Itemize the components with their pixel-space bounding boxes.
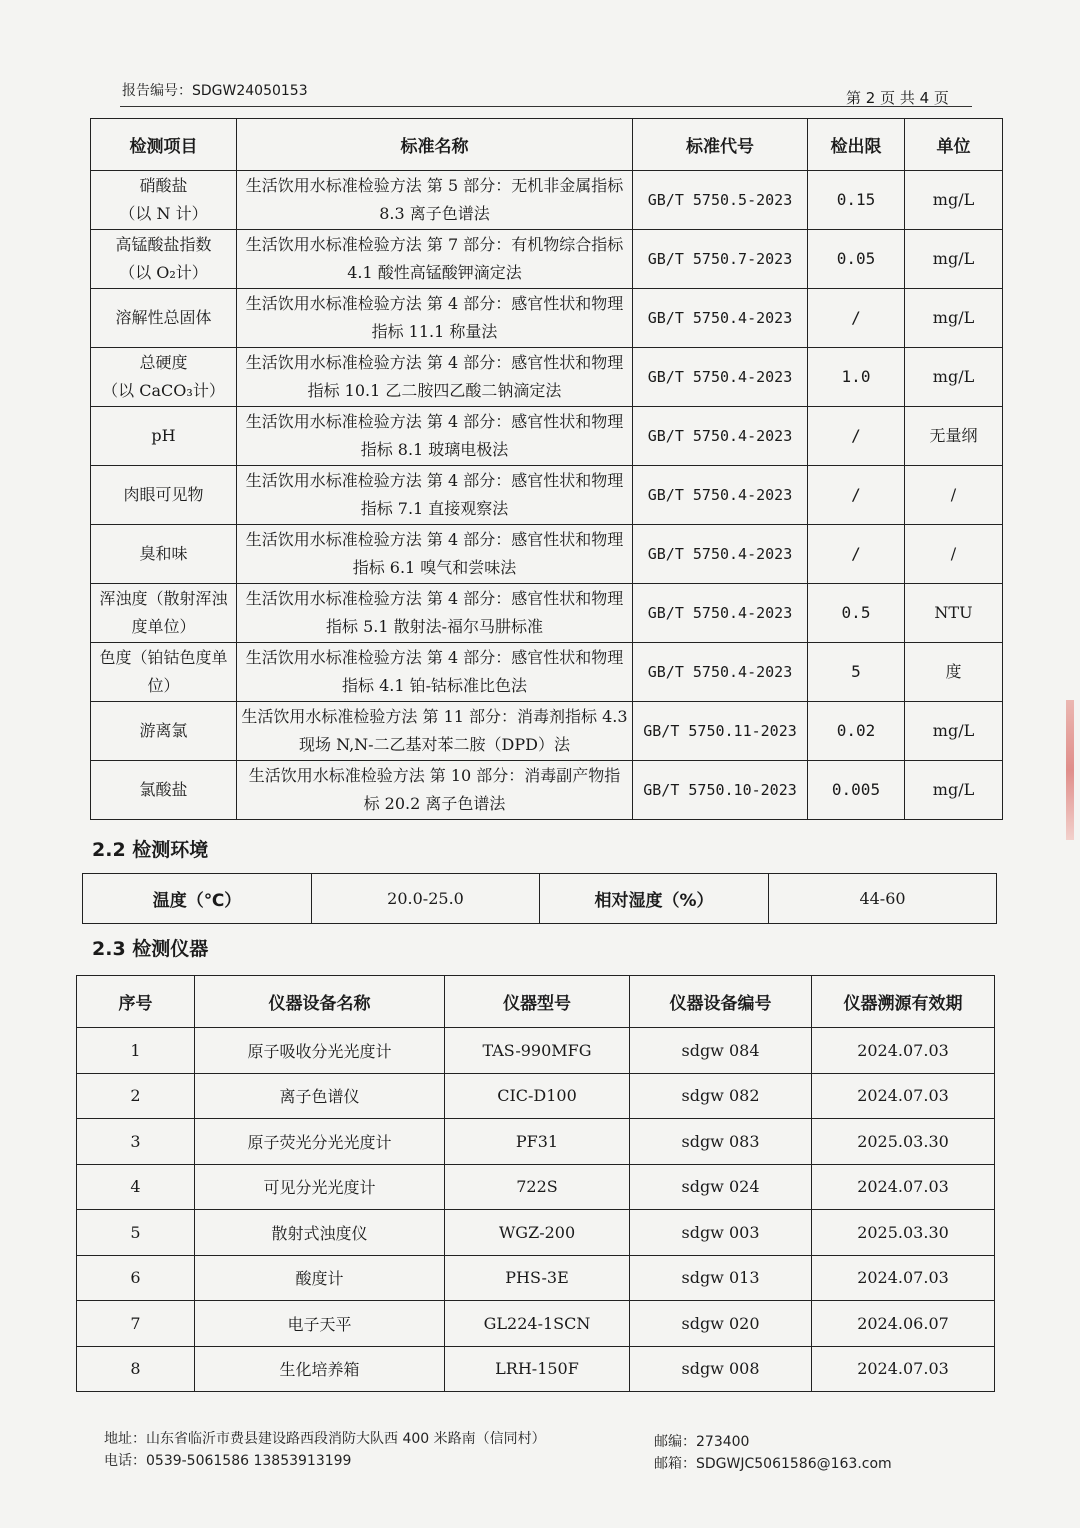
col-header-index: 序号: [77, 976, 195, 1028]
cell-name: 酸度计: [195, 1255, 445, 1301]
seal-edge-mark: [1066, 700, 1074, 840]
cell-name: 可见分光光度计: [195, 1164, 445, 1210]
cell-item: 总硬度 （以 CaCO₃计）: [91, 348, 237, 407]
cell-limit: 5: [808, 643, 905, 702]
col-header-model: 仪器型号: [445, 976, 630, 1028]
cell-standard: 生活饮用水标准检验方法 第 4 部分：感官性状和物理指标 4.1 铂-钴标准比色法: [237, 643, 633, 702]
cell-item: 游离氯: [91, 702, 237, 761]
footer-postcode: 邮编：273400: [654, 1434, 750, 1450]
cell-standard: 生活饮用水标准检验方法 第 4 部分：感官性状和物理指标 7.1 直接观察法: [237, 466, 633, 525]
cell-validity: 2024.07.03: [812, 1028, 995, 1074]
cell-standard: 生活饮用水标准检验方法 第 4 部分：感官性状和物理指标 6.1 嗅气和尝味法: [237, 525, 633, 584]
cell-index: 2: [77, 1073, 195, 1119]
col-header-limit: 检出限: [808, 119, 905, 171]
cell-limit: 0.005: [808, 761, 905, 820]
table-row: [91, 171, 1003, 230]
table-row: [91, 348, 1003, 407]
cell-unit: 度: [905, 643, 1003, 702]
temperature-value: 20.0-25.0: [312, 874, 540, 924]
cell-name: 原子吸收分光光度计: [195, 1028, 445, 1074]
cell-model: GL224-1SCN: [445, 1301, 630, 1347]
cell-unit: NTU: [905, 584, 1003, 643]
table-row: [91, 289, 1003, 348]
cell-limit: 0.02: [808, 702, 905, 761]
cell-limit: 0.5: [808, 584, 905, 643]
table-row: [77, 1210, 995, 1256]
table-row: [77, 1164, 995, 1210]
table-row: [77, 1028, 995, 1074]
cell-index: 3: [77, 1119, 195, 1165]
cell-code: GB/T 5750.5-2023: [633, 171, 808, 230]
cell-unit: mg/L: [905, 171, 1003, 230]
table-row: [91, 761, 1003, 820]
cell-code: GB/T 5750.7-2023: [633, 230, 808, 289]
cell-code: GB/T 5750.10-2023: [633, 761, 808, 820]
table-row: [91, 525, 1003, 584]
page-indicator: 第 2 页 共 4 页: [846, 89, 949, 107]
cell-item: 溶解性总固体: [91, 289, 237, 348]
cell-code: GB/T 5750.4-2023: [633, 466, 808, 525]
cell-code: GB/T 5750.4-2023: [633, 584, 808, 643]
cell-index: 7: [77, 1301, 195, 1347]
cell-item: pH: [91, 407, 237, 466]
table-row: [77, 1301, 995, 1347]
cell-item: 肉眼可见物: [91, 466, 237, 525]
table-row: [91, 702, 1003, 761]
table-row: [91, 407, 1003, 466]
table-row: [91, 466, 1003, 525]
col-header-item: 检测项目: [91, 119, 237, 171]
cell-model: LRH-150F: [445, 1346, 630, 1392]
cell-serial: sdgw 084: [630, 1028, 812, 1074]
cell-item: 浑浊度（散射浑浊度单位）: [91, 584, 237, 643]
table-row: [91, 230, 1003, 289]
cell-limit: /: [808, 289, 905, 348]
cell-model: TAS-990MFG: [445, 1028, 630, 1074]
cell-index: 4: [77, 1164, 195, 1210]
cell-unit: mg/L: [905, 761, 1003, 820]
instruments-header-row: [77, 976, 995, 1028]
methods-header-row: [91, 119, 1003, 171]
cell-index: 8: [77, 1346, 195, 1392]
cell-name: 生化培养箱: [195, 1346, 445, 1392]
cell-limit: 0.05: [808, 230, 905, 289]
instruments-table-body: [77, 1028, 995, 1392]
cell-model: PF31: [445, 1119, 630, 1165]
footer-address: 地址：山东省临沂市费县建设路西段消防大队西 400 米路南（信同村）: [104, 1431, 546, 1447]
cell-item: 氯酸盐: [91, 761, 237, 820]
cell-unit: mg/L: [905, 348, 1003, 407]
humidity-label: 相对湿度（%）: [540, 874, 769, 924]
cell-item: 臭和味: [91, 525, 237, 584]
cell-standard: 生活饮用水标准检验方法 第 10 部分：消毒副产物指标 20.2 离子色谱法: [237, 761, 633, 820]
cell-name: 原子荧光分光光度计: [195, 1119, 445, 1165]
cell-validity: 2024.07.03: [812, 1164, 995, 1210]
cell-unit: 无量纲: [905, 407, 1003, 466]
cell-code: GB/T 5750.4-2023: [633, 525, 808, 584]
table-row: [77, 1073, 995, 1119]
header-rule: [120, 106, 972, 107]
cell-standard: 生活饮用水标准检验方法 第 7 部分：有机物综合指标 4.1 酸性高锰酸钾滴定法: [237, 230, 633, 289]
footer-email: 邮箱：SDGWJC5061586@163.com: [654, 1456, 892, 1472]
cell-index: 1: [77, 1028, 195, 1074]
environment-row: [83, 874, 997, 924]
col-header-validity: 仪器溯源有效期: [812, 976, 995, 1028]
instruments-table: [76, 975, 995, 1392]
cell-validity: 2024.07.03: [812, 1255, 995, 1301]
methods-table: [90, 118, 1003, 820]
cell-name: 电子天平: [195, 1301, 445, 1347]
cell-serial: sdgw 008: [630, 1346, 812, 1392]
cell-limit: 0.15: [808, 171, 905, 230]
cell-unit: mg/L: [905, 230, 1003, 289]
cell-standard: 生活饮用水标准检验方法 第 4 部分：感官性状和物理指标 11.1 称量法: [237, 289, 633, 348]
cell-validity: 2025.03.30: [812, 1119, 995, 1165]
cell-name: 散射式浊度仪: [195, 1210, 445, 1256]
cell-code: GB/T 5750.4-2023: [633, 348, 808, 407]
cell-serial: sdgw 082: [630, 1073, 812, 1119]
cell-unit: mg/L: [905, 702, 1003, 761]
cell-serial: sdgw 020: [630, 1301, 812, 1347]
cell-standard: 生活饮用水标准检验方法 第 4 部分：感官性状和物理指标 5.1 散射法-福尔马肼标准: [237, 584, 633, 643]
temperature-label: 温度（℃）: [83, 874, 312, 924]
humidity-value: 44-60: [769, 874, 997, 924]
col-header-standard: 标准名称: [237, 119, 633, 171]
cell-model: PHS-3E: [445, 1255, 630, 1301]
cell-index: 6: [77, 1255, 195, 1301]
cell-standard: 生活饮用水标准检验方法 第 4 部分：感官性状和物理指标 10.1 乙二胺四乙酸二钠滴定法: [237, 348, 633, 407]
cell-unit: /: [905, 466, 1003, 525]
cell-validity: 2024.07.03: [812, 1073, 995, 1119]
cell-model: CIC-D100: [445, 1073, 630, 1119]
cell-code: GB/T 5750.4-2023: [633, 289, 808, 348]
cell-code: GB/T 5750.4-2023: [633, 643, 808, 702]
cell-index: 5: [77, 1210, 195, 1256]
cell-validity: 2024.06.07: [812, 1301, 995, 1347]
cell-limit: 1.0: [808, 348, 905, 407]
col-header-unit: 单位: [905, 119, 1003, 171]
cell-item: 高锰酸盐指数 （以 O₂计）: [91, 230, 237, 289]
cell-unit: /: [905, 525, 1003, 584]
cell-standard: 生活饮用水标准检验方法 第 11 部分：消毒剂指标 4.3 现场 N,N-二乙基对苯二胺（DPD）法: [237, 702, 633, 761]
cell-validity: 2025.03.30: [812, 1210, 995, 1256]
methods-table-body: [91, 171, 1003, 820]
cell-serial: sdgw 083: [630, 1119, 812, 1165]
cell-limit: /: [808, 525, 905, 584]
col-header-serial: 仪器设备编号: [630, 976, 812, 1028]
cell-validity: 2024.07.03: [812, 1346, 995, 1392]
cell-limit: /: [808, 466, 905, 525]
table-row: [91, 584, 1003, 643]
cell-unit: mg/L: [905, 289, 1003, 348]
col-header-name: 仪器设备名称: [195, 976, 445, 1028]
table-row: [77, 1255, 995, 1301]
cell-serial: sdgw 003: [630, 1210, 812, 1256]
cell-code: GB/T 5750.11-2023: [633, 702, 808, 761]
cell-model: WGZ-200: [445, 1210, 630, 1256]
section-environment-title: 2.2 检测环境: [92, 839, 209, 861]
table-row: [77, 1346, 995, 1392]
report-number: 报告编号：SDGW24050153: [122, 83, 308, 99]
footer-phone: 电话：0539-5061586 13853913199: [104, 1453, 352, 1469]
section-instruments-title: 2.3 检测仪器: [92, 938, 209, 960]
cell-model: 722S: [445, 1164, 630, 1210]
cell-standard: 生活饮用水标准检验方法 第 4 部分：感官性状和物理指标 8.1 玻璃电极法: [237, 407, 633, 466]
cell-name: 离子色谱仪: [195, 1073, 445, 1119]
table-row: [77, 1119, 995, 1165]
cell-item: 色度（铂钴色度单位）: [91, 643, 237, 702]
cell-item: 硝酸盐 （以 N 计）: [91, 171, 237, 230]
environment-table: [82, 873, 997, 924]
cell-limit: /: [808, 407, 905, 466]
cell-standard: 生活饮用水标准检验方法 第 5 部分：无机非金属指标 8.3 离子色谱法: [237, 171, 633, 230]
cell-code: GB/T 5750.4-2023: [633, 407, 808, 466]
col-header-code: 标准代号: [633, 119, 808, 171]
cell-serial: sdgw 024: [630, 1164, 812, 1210]
cell-serial: sdgw 013: [630, 1255, 812, 1301]
table-row: [91, 643, 1003, 702]
